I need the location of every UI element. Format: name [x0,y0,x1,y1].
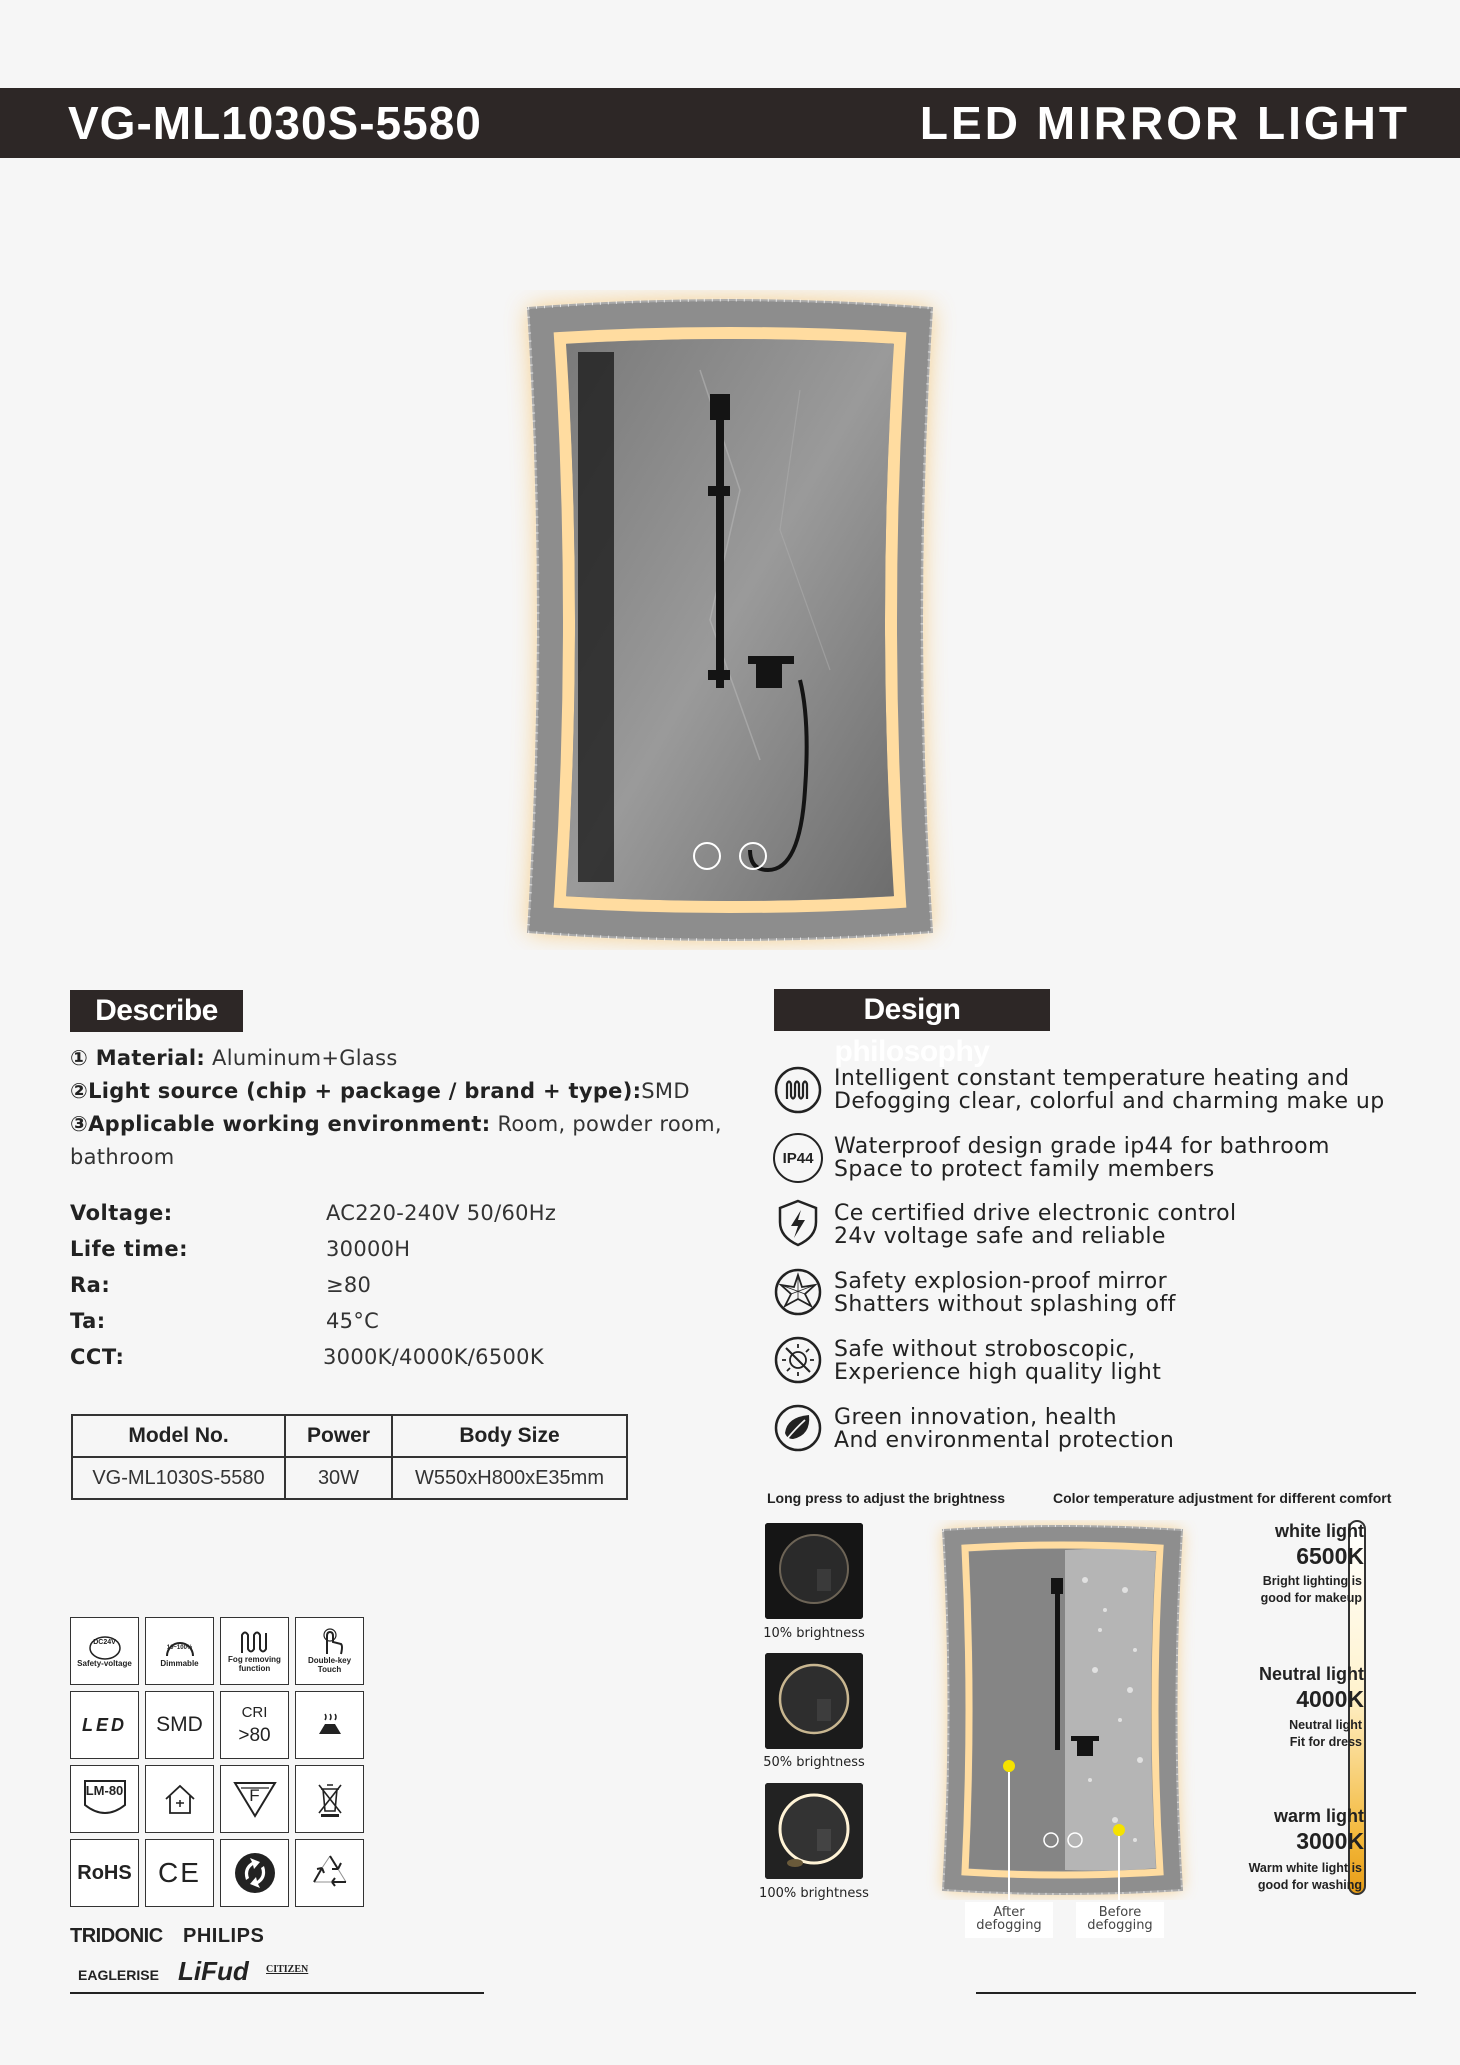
spec-value-ta: 45°C [326,1309,380,1333]
spec-label-ra: Ra: [70,1273,111,1297]
dc24v-icon: DC24V Safety-voltage [70,1617,139,1685]
table-header-power: Power [285,1415,392,1457]
logo-philips: PHILIPS [183,1925,265,1947]
philosophy-item-1: Intelligent constant temperature heating and Defogging clear, colorful and charming make up [834,1066,1385,1114]
ip44-icon: IP44 [773,1133,823,1183]
philosophy-item-3: Ce certified drive electronic control 24v voltage safe and reliable [834,1201,1237,1249]
touch-icon: Double-key Touch [295,1617,364,1685]
describe-line-light-source: ②Light source (chip + package / brand + type):SMD [70,1079,690,1103]
logo-citizen: CITIZEN [266,1964,309,1975]
leaf-icon [773,1403,823,1453]
spec-label-life: Life time: [70,1237,189,1261]
shatter-icon [773,1267,823,1317]
temp-white-name: white light [1275,1521,1364,1541]
after-defogging-label: After defogging [965,1902,1053,1938]
temp-white-k: 6500K [1296,1543,1364,1569]
feature-icon-grid [70,1617,366,1907]
temp-neutral-note: Neutral light Fit for dress [1289,1718,1362,1749]
brightness-thumb-10 [765,1523,863,1619]
mirror-product-image [500,290,960,950]
temp-neutral-k: 4000K [1296,1686,1364,1712]
brightness-label-100: 100% brightness [759,1886,869,1901]
indoor-home-icon [145,1765,214,1833]
temp-warm-name: warm light [1273,1806,1364,1826]
temp-warm-k: 3000K [1296,1828,1364,1854]
color-temp-title: Color temperature adjustment for different comfort [1053,1490,1392,1506]
spec-value-life: 30000H [326,1237,411,1261]
table-cell-model: VG-ML1030S-5580 [72,1457,285,1499]
weee-bin-icon [295,1765,364,1833]
cri-icon: CRI >80 [220,1691,289,1759]
led-icon: LED [70,1691,139,1759]
defog-comparison-image [925,1520,1200,1900]
brightness-title: Long press to adjust the brightness [767,1490,1006,1506]
rohs-icon: RoHS [70,1839,139,1907]
philosophy-item-4: Safety explosion-proof mirror Shatters without splashing off [834,1269,1176,1317]
footer-rule-right [976,1992,1416,1994]
f-mark-icon: F [220,1765,289,1833]
brightness-label-50: 50% brightness [763,1755,865,1770]
design-philosophy-tag: Design philosophy [774,989,1050,1031]
spec-label-voltage: Voltage: [70,1201,173,1225]
philosophy-item-2: Waterproof design grade ip44 for bathroom Space to protect family members [834,1134,1330,1182]
shield-bolt-icon [773,1198,823,1248]
logo-tridonic: TRIDONIC [70,1925,163,1947]
footer-rule-left [70,1992,484,1994]
table-header-model: Model No. [72,1415,285,1457]
temp-white-note: Bright lighting is good for makeup [1260,1574,1362,1605]
table-cell-size: W550xH800xE35mm [392,1457,627,1499]
green-dot-icon [220,1839,289,1907]
philosophy-item-5: Safe without stroboscopic, Experience high quality light [834,1337,1162,1385]
spec-table [71,1414,628,1500]
describe-tag: Describe [70,990,243,1032]
brightness-thumb-50 [765,1653,863,1749]
describe-line-environment: ③Applicable working environment: Room, powder room, [70,1112,722,1136]
describe-line-environment-cont: bathroom [70,1145,175,1169]
recycle-icon [295,1839,364,1907]
no-flicker-icon [773,1335,823,1385]
logo-eaglerise: EAGLERISE [78,1967,159,1983]
smd-icon: SMD [145,1691,214,1759]
temp-neutral-name: Neutral light [1258,1664,1364,1684]
brightness-thumb-100 [765,1783,863,1879]
table-cell-power: 30W [285,1457,392,1499]
fog-removing-icon: Fog removing function [220,1617,289,1685]
philosophy-item-6: Green innovation, health And environmental protection [834,1405,1175,1453]
spec-value-ra: ≥80 [326,1273,372,1297]
temp-warm-note: Warm white light is good for washing [1248,1861,1362,1892]
model-title: VG-ML1030S-5580 [68,97,482,149]
spec-label-ta: Ta: [70,1309,106,1333]
ce-icon: CE [145,1839,214,1907]
heating-wave-icon [773,1065,823,1115]
table-header-size: Body Size [392,1415,627,1457]
lm80-icon: LM-80 [70,1765,139,1833]
brightness-label-10: 10% brightness [763,1626,865,1641]
before-defogging-label: Before defogging [1076,1902,1164,1938]
spec-label-cct: CCT: [70,1345,125,1369]
logo-lifud: LiFud [178,1956,249,1986]
product-title: LED MIRROR LIGHT [919,97,1410,149]
spec-value-cct: 3000K/4000K/6500K [323,1345,544,1369]
dimmable-icon: 10~100% Dimmable [145,1617,214,1685]
heat-icon [295,1691,364,1759]
describe-line-material: ① Material: Aluminum+Glass [70,1046,398,1070]
spec-value-voltage: AC220-240V 50/60Hz [326,1201,557,1225]
